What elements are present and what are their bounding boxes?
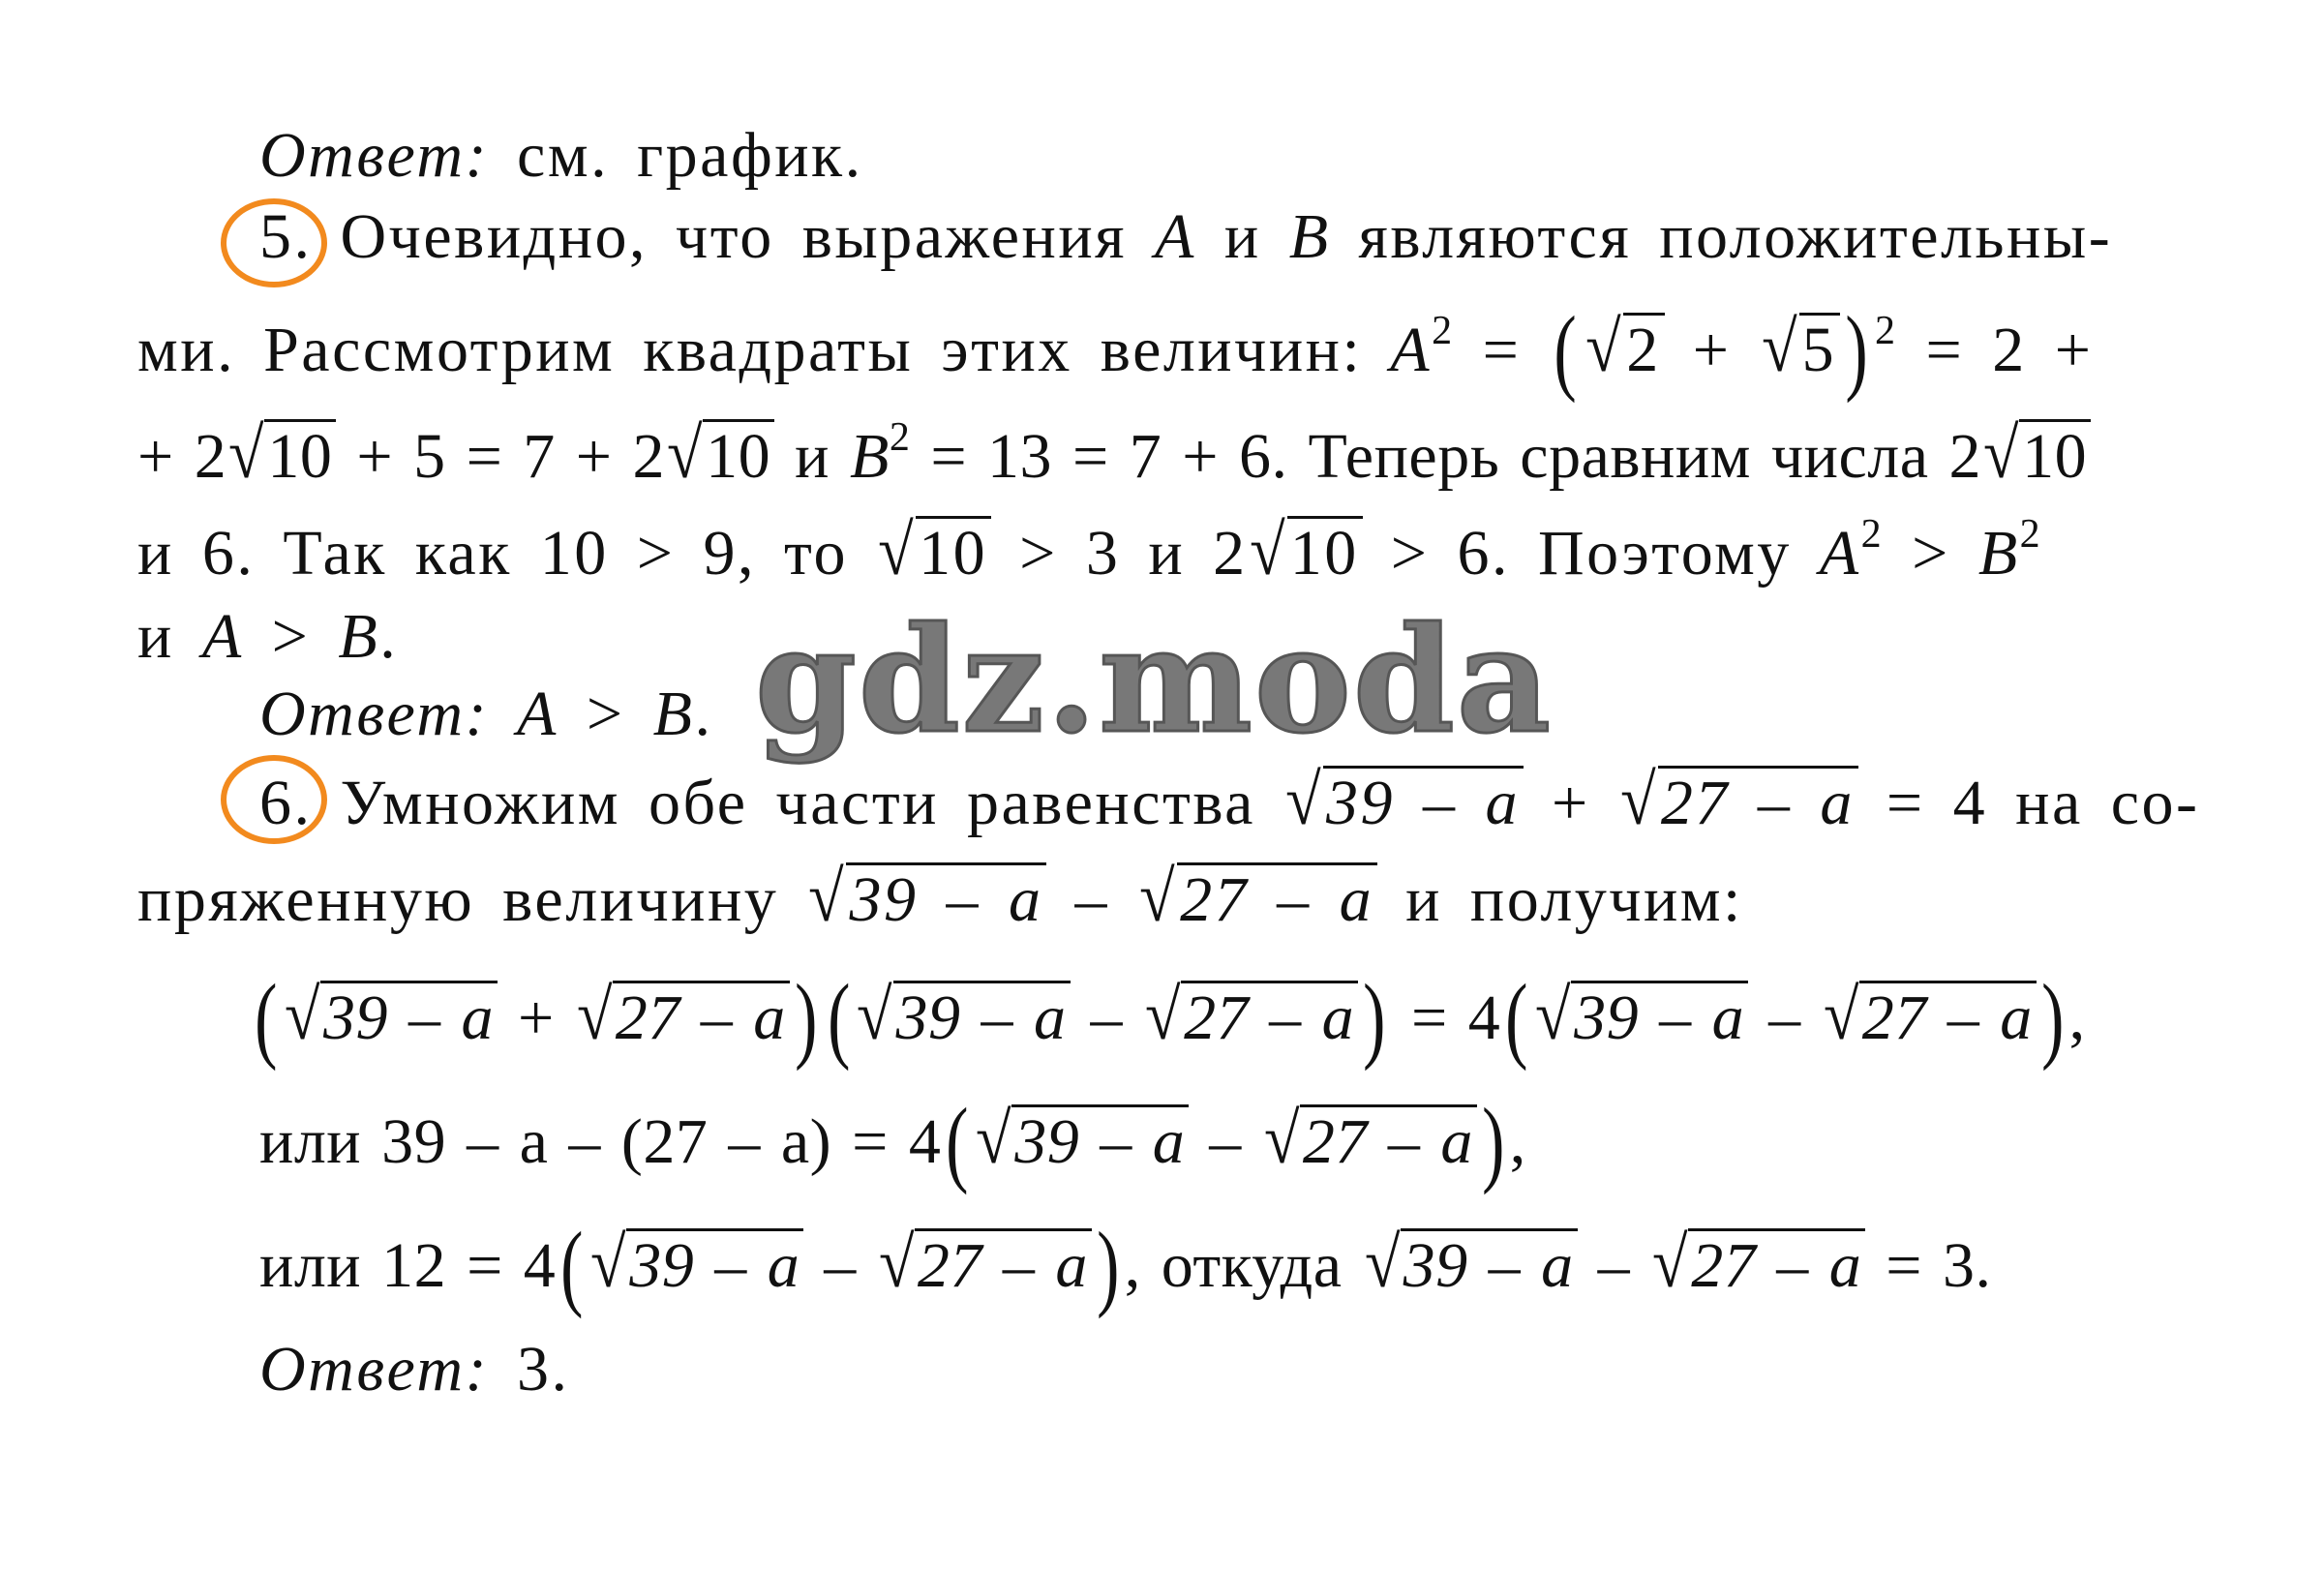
problem-6-equation-2: или 39 – a – (27 – a) = 4(√39 – a – √27 – a), [259,1088,1526,1195]
problem-number-5: 5. [259,201,313,272]
answer-line-4: Ответ: см. график. [259,120,863,191]
problem-6-equation-1: (√39 – a + √27 – a) (√39 – a – √27 – a) = 4(√39 – a – √27 – a), [255,964,2086,1072]
problem-6-equation-3: или 12 = 4(√39 – a – √27 – a), откуда √39 – a – √27 – a = 3. [259,1212,1992,1319]
problem-5-line-5: и A > B. [137,601,399,672]
answer-line-6: Ответ: 3. [259,1334,570,1405]
watermark: gdz.moda [755,595,1554,766]
problem-6-line-2: пряженную величину √39 – a – √27 – a и получим: [137,858,1743,937]
problem-5-line-1: 5. Очевидно, что выражения A и B являются положительны- [259,201,2113,272]
answer-label: Ответ: [259,120,490,191]
problem-6-line-1: 6. Умножим обе части равенства √39 – a + √27 – a = 4 на со- [259,761,2200,840]
problem-number-6: 6. [259,768,313,838]
answer-label: Ответ: [259,679,490,749]
problem-5-line-3: + 2√10 + 5 = 7 + 2√10 и $B^2 = 13 = 7 + 6$. Теперь сравним числа 2√10 [137,418,2091,490]
answer-line-5: Ответ: A > B. [259,679,713,749]
problem-5-line-2: ми. Рассмотрим квадраты этих величин: $A^2$ = ( √2 + √5) $^2$ = 2 + [137,296,2094,404]
problem-5-line-4: и 6. Так как 10 > 9, то √10 > 3 и 2√10 > 6. Поэтому $A^2 > B^2$ [137,511,2043,590]
answer-label: Ответ: [259,1334,490,1405]
